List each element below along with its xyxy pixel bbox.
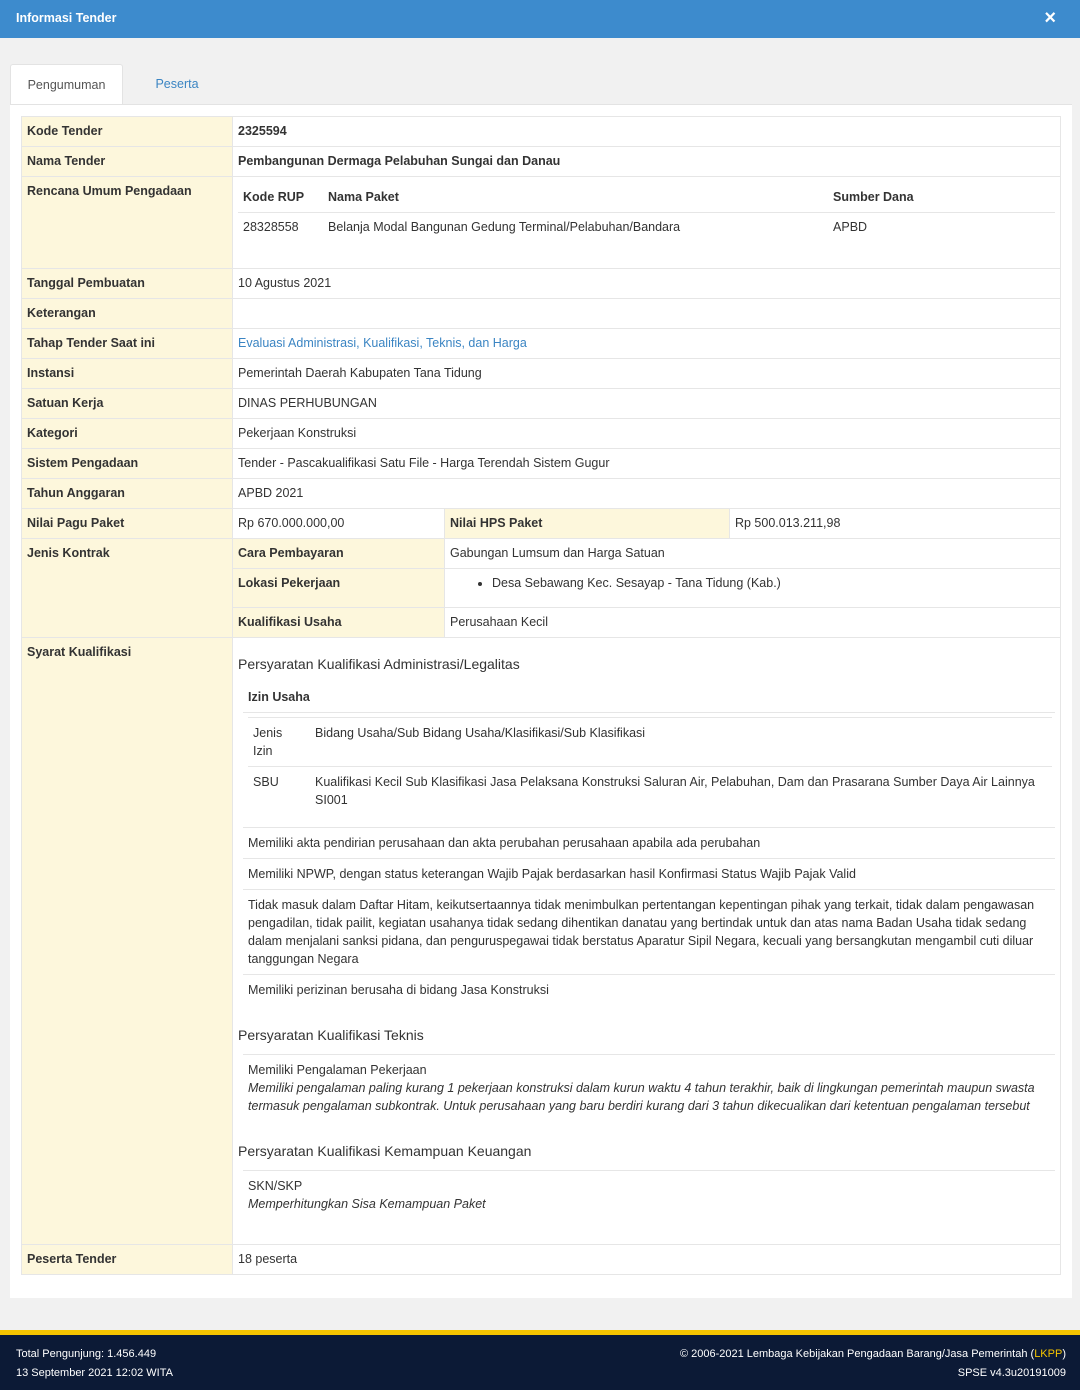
label-tahun: Tahun Anggaran — [22, 479, 233, 509]
teknis-item — [243, 1054, 1055, 1121]
tender-info-table — [21, 116, 1061, 1275]
value-lokasi: • Desa Sebawang Kec. Sesayap - Tana Tidung (Kab.) — [492, 575, 1055, 592]
rup-kode: 28328558 — [243, 220, 299, 234]
tender-panel — [10, 64, 1072, 1298]
version: SPSE v4.3u20191009 — [957, 1367, 1066, 1379]
label-rup: Rencana Umum Pengadaan — [22, 177, 233, 269]
keuangan-item-desc: Memperhitungkan Sisa Kemampuan Paket — [248, 1197, 486, 1211]
tab-content — [10, 104, 1072, 1298]
rup-nama: Belanja Modal Bangunan Gedung Terminal/Pelabuhan/Bandara — [328, 220, 681, 234]
izin-bidang: Kualifikasi Kecil Sub Klasifikasi Jasa Pelaksana Konstruksi Saluran Air, Pelabuhan, Dam dan Prasarana Sumber Daya Air Lainnya SI001 — [310, 767, 1052, 816]
rup-sumber: APBD — [833, 220, 868, 234]
label-tanggal: Tanggal Pembuatan — [22, 269, 233, 299]
label-satuan-kerja: Satuan Kerja — [22, 389, 233, 419]
label-kode-tender: Kode Tender — [22, 117, 233, 147]
admin-section-title: Persyaratan Kualifikasi Administrasi/Legalitas — [238, 656, 520, 672]
value-nama-tender: Pembangunan Dermaga Pelabuhan Sungai dan Danau — [233, 147, 1061, 177]
lkpp-link[interactable]: LKPP — [1034, 1348, 1063, 1360]
izin-jenis: SBU — [248, 767, 310, 816]
admin-item: Tidak masuk dalam Daftar Hitam, keikutsertaannya tidak menimbulkan pertentangan kepentingan pihak yang terkait, tidak dalam pengawasan pengadilan, tidak pailit, kegiatan usahanya tidak sedang dihentikan danatau yang bertindak untuk dan atas nama Badan Usaha tidak sedang dalam menjalani sanksi pidana, dan penguruspegawai tidak berstatus Aparatur Sipil Negara, kecuali yang bersangkutan mengambil cuti diluar tanggungan Negara — [243, 890, 1055, 975]
keuangan-item-title: SKN/SKP — [248, 1179, 303, 1193]
label-sistem: Sistem Pengadaan — [22, 449, 233, 479]
value-peserta: 18 peserta — [233, 1245, 1061, 1275]
label-jenis-kontrak: Jenis Kontrak — [22, 539, 233, 638]
value-tahun: APBD 2021 — [233, 479, 1061, 509]
label-nilai-pagu: Nilai Pagu Paket — [22, 509, 233, 539]
izin-usaha-box — [243, 683, 1055, 815]
value-kode-tender: 2325594 — [233, 117, 1061, 147]
value-tanggal: 10 Agustus 2021 — [233, 269, 1061, 299]
value-cara-bayar: Gabungan Lumsum dan Harga Satuan — [445, 539, 1061, 569]
value-kualifikasi-usaha: Perusahaan Kecil — [445, 608, 1061, 638]
label-kategori: Kategori — [22, 419, 233, 449]
rup-table — [238, 183, 1055, 242]
modal-title: Informasi Tender — [16, 11, 117, 25]
copyright-prefix: © 2006-2021 Lembaga Kebijakan Pengadaan Barang/Jasa Pemerintah ( — [679, 1348, 1035, 1360]
label-cara-bayar: Cara Pembayaran — [233, 539, 445, 569]
label-keterangan: Keterangan — [22, 299, 233, 329]
copyright-suffix: ) — [1062, 1348, 1066, 1360]
tab-peserta[interactable]: Peserta — [155, 77, 199, 91]
close-icon[interactable]: × — [1044, 7, 1056, 29]
izin-usaha-title: Izin Usaha — [243, 683, 1055, 713]
admin-item: Memiliki perizinan berusaha di bidang Jasa Konstruksi — [248, 983, 549, 997]
label-instansi: Instansi — [22, 359, 233, 389]
admin-item: Memiliki akta pendirian perusahaan dan akta perubahan perusahaan apabila ada perubahan — [243, 827, 1055, 859]
tab-pengumuman[interactable]: Pengumuman — [10, 64, 123, 105]
keuangan-section-title: Persyaratan Kualifikasi Kemampuan Keuangan — [238, 1143, 532, 1159]
value-instansi: Pemerintah Daerah Kabupaten Tana Tidung — [233, 359, 1061, 389]
rup-header-kode: Kode RUP — [238, 183, 323, 213]
visitor-count: Total Pengunjung: 1.456.449 — [16, 1348, 157, 1360]
admin-item: Memiliki NPWP, dengan status keterangan Wajib Pajak berdasarkan hasil Konfirmasi Status Wajib Pajak Valid — [243, 859, 1055, 890]
tab-bar — [10, 64, 1072, 105]
value-keterangan — [233, 299, 1061, 329]
teknis-item-title: Memiliki Pengalaman Pekerjaan — [248, 1063, 427, 1077]
izin-header-bidang: Bidang Usaha/Sub Bidang Usaha/Klasifikasi/Sub Klasifikasi — [310, 718, 1052, 767]
label-peserta: Peserta Tender — [22, 1245, 233, 1275]
value-sistem: Tender - Pascakualifikasi Satu File - Harga Terendah Sistem Gugur — [233, 449, 1061, 479]
teknis-section-title: Persyaratan Kualifikasi Teknis — [238, 1027, 424, 1043]
modal-header — [0, 0, 1080, 38]
label-nama-tender: Nama Tender — [22, 147, 233, 177]
value-nilai-pagu: Rp 670.000.000,00 — [233, 509, 445, 539]
label-syarat: Syarat Kualifikasi — [22, 638, 233, 1245]
label-lokasi: Lokasi Pekerjaan — [233, 569, 445, 608]
tahap-link[interactable]: Evaluasi Administrasi, Kualifikasi, Teknis, dan Harga — [238, 336, 527, 350]
copyright — [680, 1345, 1066, 1364]
value-nilai-hps: Rp 500.013.211,98 — [729, 509, 1060, 539]
rup-header-sumber: Sumber Dana — [828, 183, 1055, 213]
izin-header-jenis: Jenis Izin — [248, 718, 310, 767]
footer-datetime: 13 September 2021 12:02 WITA — [16, 1367, 173, 1379]
label-kualifikasi-usaha: Kualifikasi Usaha — [233, 608, 445, 638]
label-nilai-hps: Nilai HPS Paket — [445, 509, 730, 539]
value-satuan-kerja: DINAS PERHUBUNGAN — [233, 389, 1061, 419]
value-kategori: Pekerjaan Konstruksi — [233, 419, 1061, 449]
footer — [0, 1330, 1080, 1390]
rup-header-nama: Nama Paket — [323, 183, 828, 213]
keuangan-item — [243, 1170, 1055, 1219]
izin-table — [248, 717, 1052, 815]
teknis-item-desc: Memiliki pengalaman paling kurang 1 pekerjaan konstruksi dalam kurun waktu 4 tahun terakhir, baik di lingkungan pemerintah maupun swasta termasuk pengalaman subkontrak. Untuk perusahaan yang baru berdiri kurang dari 3 tahun dikecualikan dari ketentuan pengalaman tersebut — [248, 1081, 1035, 1113]
label-tahap: Tahap Tender Saat ini — [22, 329, 233, 359]
